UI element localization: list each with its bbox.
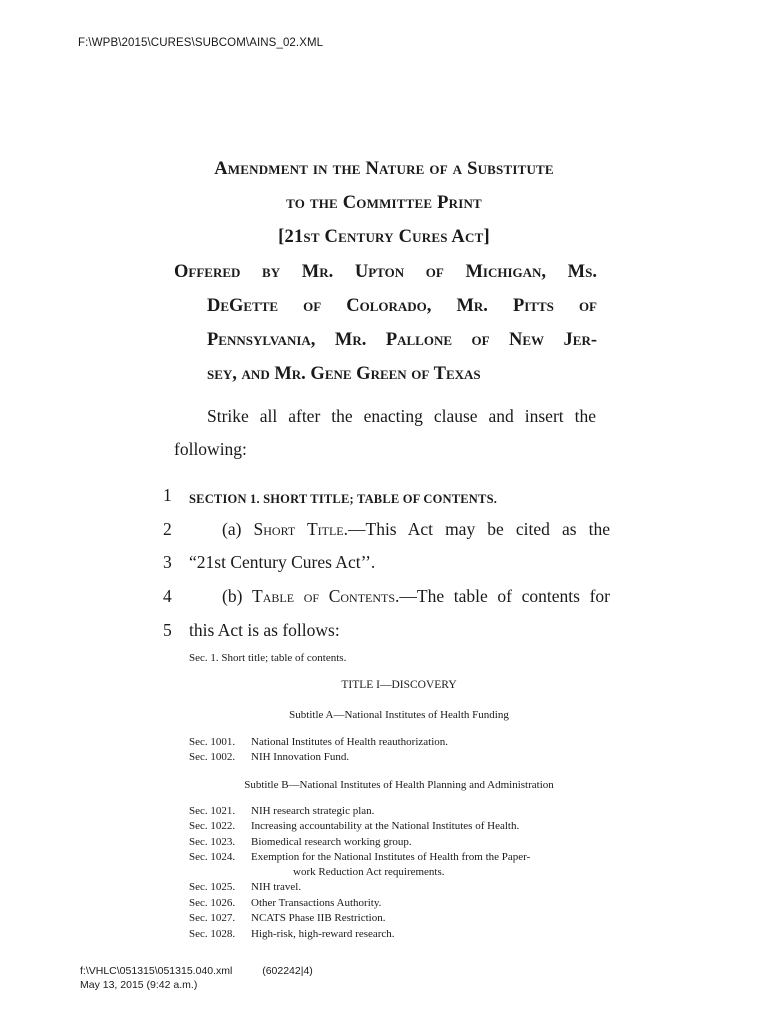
toc-entry-continuation: work Reduction Act requirements. — [293, 866, 445, 878]
toc-entry: Sec. 1. Short title; table of contents. — [189, 652, 347, 664]
instruction-row: Strike all after the enacting clause and insert the — [207, 406, 596, 426]
short-title-heading: Short Title — [253, 519, 344, 539]
toc-entry: Sec. 1028. High-risk, high-reward research. — [189, 928, 395, 940]
toc-entry: Sec. 1025. NIH travel. — [189, 881, 302, 893]
toc-entry: Sec. 1023. Biomedical research working group. — [189, 836, 412, 848]
instruction-paragraph — [174, 400, 596, 466]
offered-by-row: Offered by Mr. Upton of Michigan, Ms. — [174, 262, 597, 282]
title-line-3: [21st Century Cures Act] — [278, 227, 490, 247]
toc-entry: Sec. 1001. National Institutes of Health reauthorization. — [189, 736, 449, 748]
toc-entry: Sec. 1026. Other Transactions Authority. — [189, 897, 382, 909]
amendment-title — [0, 152, 768, 254]
toc-intro-line: (b) Table of Contents.—The table of contents for — [222, 586, 610, 606]
instruction-row: following: — [174, 439, 247, 459]
line-number: 1 — [163, 485, 172, 505]
toc-entry: Sec. 1002. NIH Innovation Fund. — [189, 751, 350, 763]
toc-heading: Table of Contents — [252, 586, 396, 606]
line-number: 3 — [163, 552, 172, 572]
footer-file-path: f:\VHLC\051315\051315.040.xml — [80, 965, 233, 977]
section-heading: SECTION 1. SHORT TITLE; TABLE OF CONTENTS. — [189, 492, 498, 506]
toc-entry: Sec. 1027. NCATS Phase IIB Restriction. — [189, 912, 386, 924]
footer-file-line — [80, 965, 313, 977]
title-line-1: Amendment in the Nature of a Substitute — [214, 159, 554, 179]
toc-subtitle-heading: Subtitle A—National Institutes of Health Funding — [289, 709, 509, 721]
title-line-2: to the Committee Print — [286, 193, 482, 213]
offered-by-row: DeGette of Colorado, Mr. Pitts of — [207, 296, 597, 316]
toc-entry: Sec. 1024. Exemption for the National Institutes of Health from the Paper- — [189, 851, 531, 863]
short-title-line: (a) Short Title.—This Act may be cited as the — [222, 519, 610, 539]
toc-entry: Sec. 1022. Increasing accountability at the National Institutes of Health. — [189, 820, 520, 832]
act-name-line: “21st Century Cures Act’’. — [189, 552, 376, 572]
line-number: 5 — [163, 620, 172, 640]
offered-by-row: sey, and Mr. Gene Green of Texas — [207, 364, 481, 384]
file-path-header: F:\WPB\2015\CURES\SUBCOM\AINS_02.XML — [78, 37, 324, 49]
line-number: 4 — [163, 586, 172, 606]
footer-code: (602242|4) — [262, 965, 313, 977]
offered-by-block — [174, 255, 597, 391]
footer-date: May 13, 2015 (9:42 a.m.) — [80, 979, 198, 991]
toc-entry: Sec. 1021. NIH research strategic plan. — [189, 805, 375, 817]
toc-title-heading: TITLE I—DISCOVERY — [341, 679, 457, 691]
toc-subtitle-heading: Subtitle B—National Institutes of Health Planning and Administration — [244, 779, 554, 791]
toc-intro-line-2: this Act is as follows: — [189, 620, 340, 640]
offered-by-row: Pennsylvania, Mr. Pallone of New Jer- — [207, 330, 597, 350]
line-number: 2 — [163, 519, 172, 539]
